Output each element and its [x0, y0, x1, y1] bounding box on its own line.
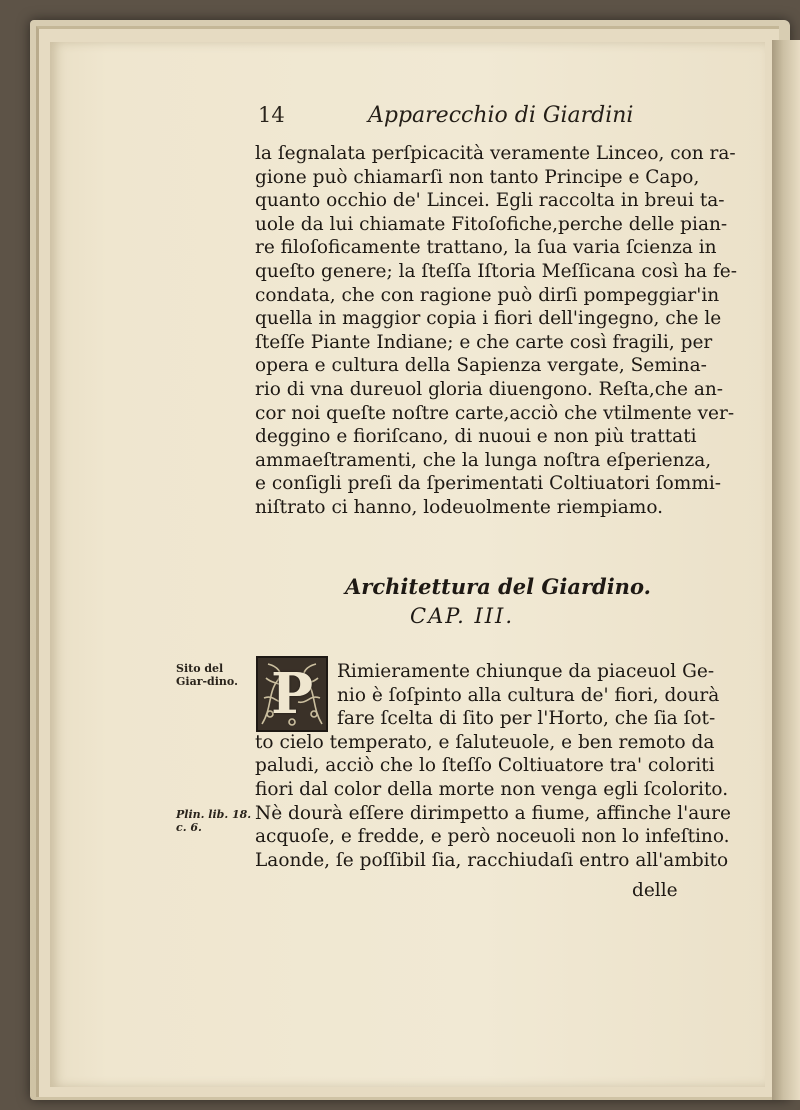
text-line: paludi, acciò che lo ſteſſo Coltiuatore tra' coloriti	[255, 755, 715, 777]
page-number: 14	[258, 103, 285, 127]
text-line: quanto occhio de' Lincei. Egli raccolta in breui ta-	[255, 190, 725, 212]
body-paragraph-1	[255, 142, 738, 520]
facing-page-edge	[772, 40, 800, 1100]
catchword: delle	[632, 880, 678, 901]
chapter-number: CAP. III.	[410, 604, 515, 628]
text-line: e conſigli preſi da ſperimentati Coltiuatori ſommi-	[255, 473, 722, 495]
text-line: opera e cultura della Sapienza vergate, Semina-	[255, 355, 707, 377]
margin-note-pliny: Plin. lib. 18. c. 6.	[176, 808, 252, 834]
text-line: Rimieramente chiunque da piaceuol Ge-	[337, 661, 715, 682]
text-line: uole da lui chiamate Fitoſofiche,perche delle pian-	[255, 213, 728, 235]
text-line: gione può chiamarſi non tanto Principe e Capo,	[255, 166, 700, 188]
text-line: niſtrato ci hanno, lodeuolmente riempiamo.	[255, 496, 664, 518]
drop-cap-letter: P	[270, 661, 314, 727]
text-line: condata, che con ragione può dirſi pompeggiar'in	[255, 284, 720, 306]
text-line: cor noi queſte noſtre carte,acciò che vtilmente ver-	[255, 402, 735, 424]
text-line: ſteſſe Piante Indiane; e che carte così fragili, per	[255, 331, 713, 353]
text-line: ammaeſtramenti, che la lunga noſtra eſperienza,	[255, 449, 712, 471]
text-line: quella in maggior copia i fiori dell'ingegno, che le	[255, 308, 722, 330]
text-line: nio è ſoſpinto alla cultura de' fiori, dourà	[337, 684, 720, 706]
running-title: Apparecchio di Giardini	[368, 103, 634, 128]
text-line: queſto genere; la ſteſſa Iſtoria Meſſicana così ha fe-	[255, 260, 738, 282]
text-line: re filoſoficamente trattano, la ſua varia ſcienza in	[255, 237, 717, 259]
text-line: fiori dal color della morte non venga egli ſcolorito.	[255, 778, 729, 800]
text-line: la ſegnalata perſpicacità veramente Linceo, con ra-	[255, 143, 736, 164]
text-line: acquoſe, e fredde, e però noceuoli non lo infeſtino.	[255, 826, 730, 848]
text-line: Laonde, ſe poſſibil ſia, racchiudaſi entro all'ambito	[255, 849, 729, 871]
text-line: to cielo temperato, e ſaluteuole, e ben remoto da	[255, 731, 715, 753]
text-line: rio di vna dureuol gloria diuengono. Reſta,che an-	[255, 378, 724, 400]
text-line: fare ſcelta di ſito per l'Horto, che ſia ſot-	[337, 708, 716, 730]
chapter-title: Architettura del Giardino.	[345, 574, 651, 599]
page-header	[258, 103, 718, 137]
body-paragraph-2	[255, 660, 731, 872]
text-line: deggino e fioriſcano, di nuoui e non più trattati	[255, 426, 697, 448]
margin-note-site: Sito del Giar-dino.	[176, 662, 238, 688]
text-line: Nè dourà eſſere dirimpetto a fiume, affinche l'aure	[255, 802, 731, 824]
